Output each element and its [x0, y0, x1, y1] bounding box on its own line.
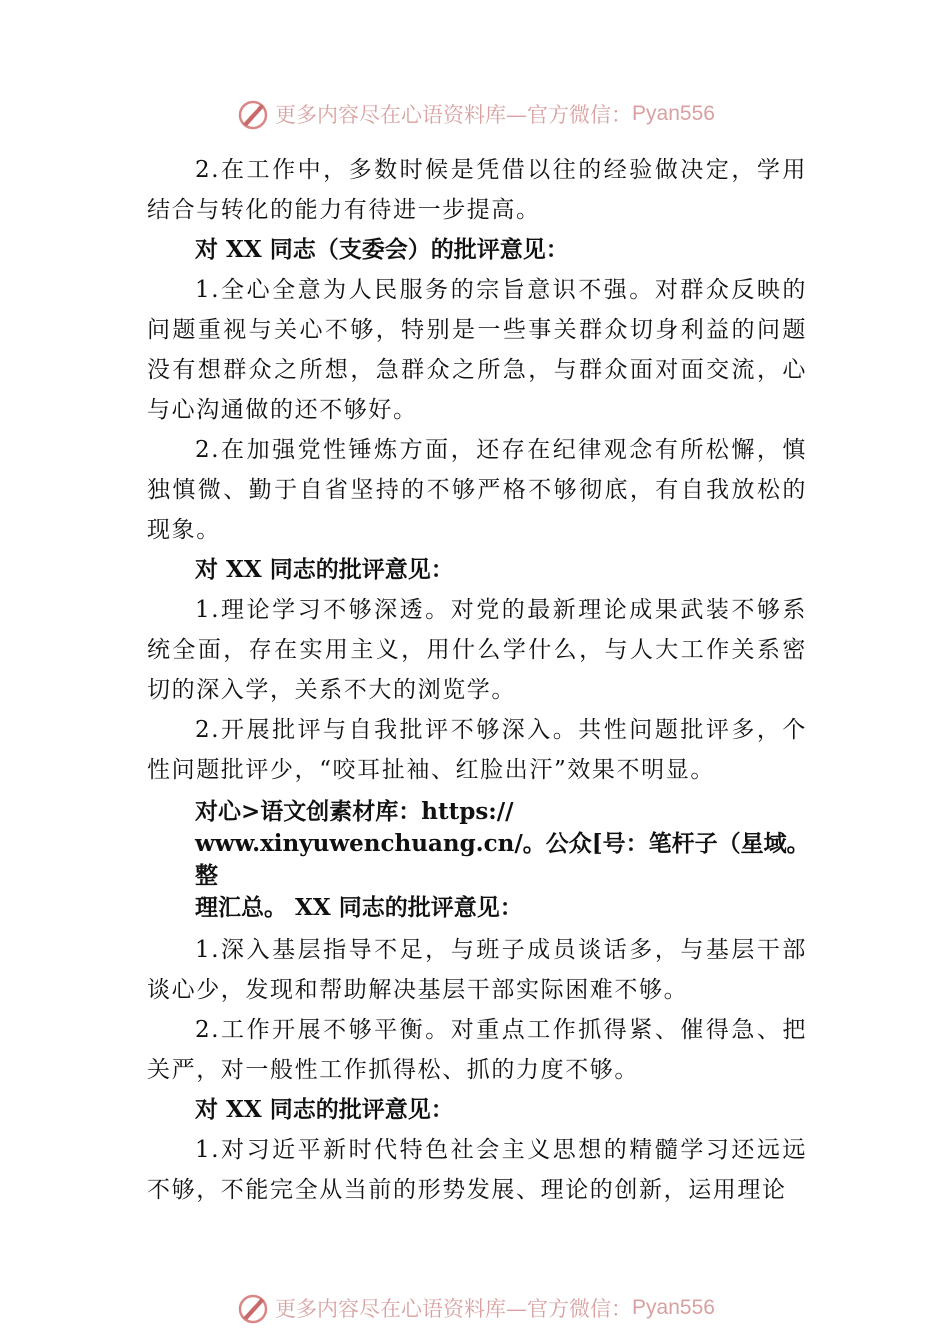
footer-watermark: [0, 1288, 950, 1328]
section-heading: 对 XX 同志的批评意见：: [195, 1096, 454, 1123]
section-heading: 对 XX 同志的批评意见：: [195, 556, 454, 583]
header-watermark: [0, 94, 950, 134]
document-body: [147, 150, 810, 1210]
body-paragraph: 2.在加强党性锤炼方面，还存在纪律观念有所松懈，慎独慎微、勤于自省坚持的不够严格不够彻底，有自我放松的现象。: [147, 437, 807, 543]
watermark-text: 更多内容尽在心语资料库—官方微信：: [275, 1297, 633, 1321]
body-paragraph: 1.全心全意为人民服务的宗旨意识不强。对群众反映的问题重视与关心不够，特别是一些事关群众切身利益的问题没有想群众之所想，急群众之所急，与群众面对面交流，心与心沟通做的还不够好。: [147, 277, 807, 423]
body-paragraph: 2.开展批评与自我批评不够深入。共性问题批评多，个性问题批评少，“咬耳扯袖、红脸出汗”效果不明显。: [147, 717, 807, 783]
quill-logo-icon: [235, 1290, 271, 1326]
section-heading: [147, 790, 825, 930]
body-paragraph: 2.工作开展不够平衡。对重点工作抓得紧、催得急、把关严，对一般性工作抓得松、抓的力度不够。: [147, 1017, 807, 1083]
body-paragraph: 1.深入基层指导不足，与班子成员谈话多，与基层干部谈心少，发现和帮助解决基层干部实际困难不够。: [147, 937, 807, 1003]
watermark-text: 更多内容尽在心语资料库—官方微信：: [275, 103, 633, 127]
quill-logo-icon: [235, 96, 271, 132]
body-paragraph: 1.对习近平新时代特色社会主义思想的精髓学习还远远不够，不能完全从当前的形势发展、理论的创新，运用理论: [147, 1137, 807, 1203]
section-heading: 对 XX 同志（支委会）的批评意见：: [195, 236, 569, 263]
body-paragraph: 2.在工作中，多数时候是凭借以往的经验做决定，学用结合与转化的能力有待进一步提高。: [147, 157, 807, 223]
watermark-handle: Pyan556: [632, 1296, 715, 1319]
heading-line: www.xinyuwenchuang.cn/。公众[号：笔杆子（星域。整: [195, 830, 810, 889]
watermark-handle: Pyan556: [632, 102, 715, 125]
body-paragraph: 1.理论学习不够深透。对党的最新理论成果武装不够系统全面，存在实用主义，用什么学什么，与人大工作关系密切的深入学，关系不大的浏览学。: [147, 597, 807, 703]
heading-line: 理汇总。 XX 同志的批评意见：: [195, 894, 523, 921]
heading-line: 对心>语文创素材库：https://: [195, 798, 514, 825]
